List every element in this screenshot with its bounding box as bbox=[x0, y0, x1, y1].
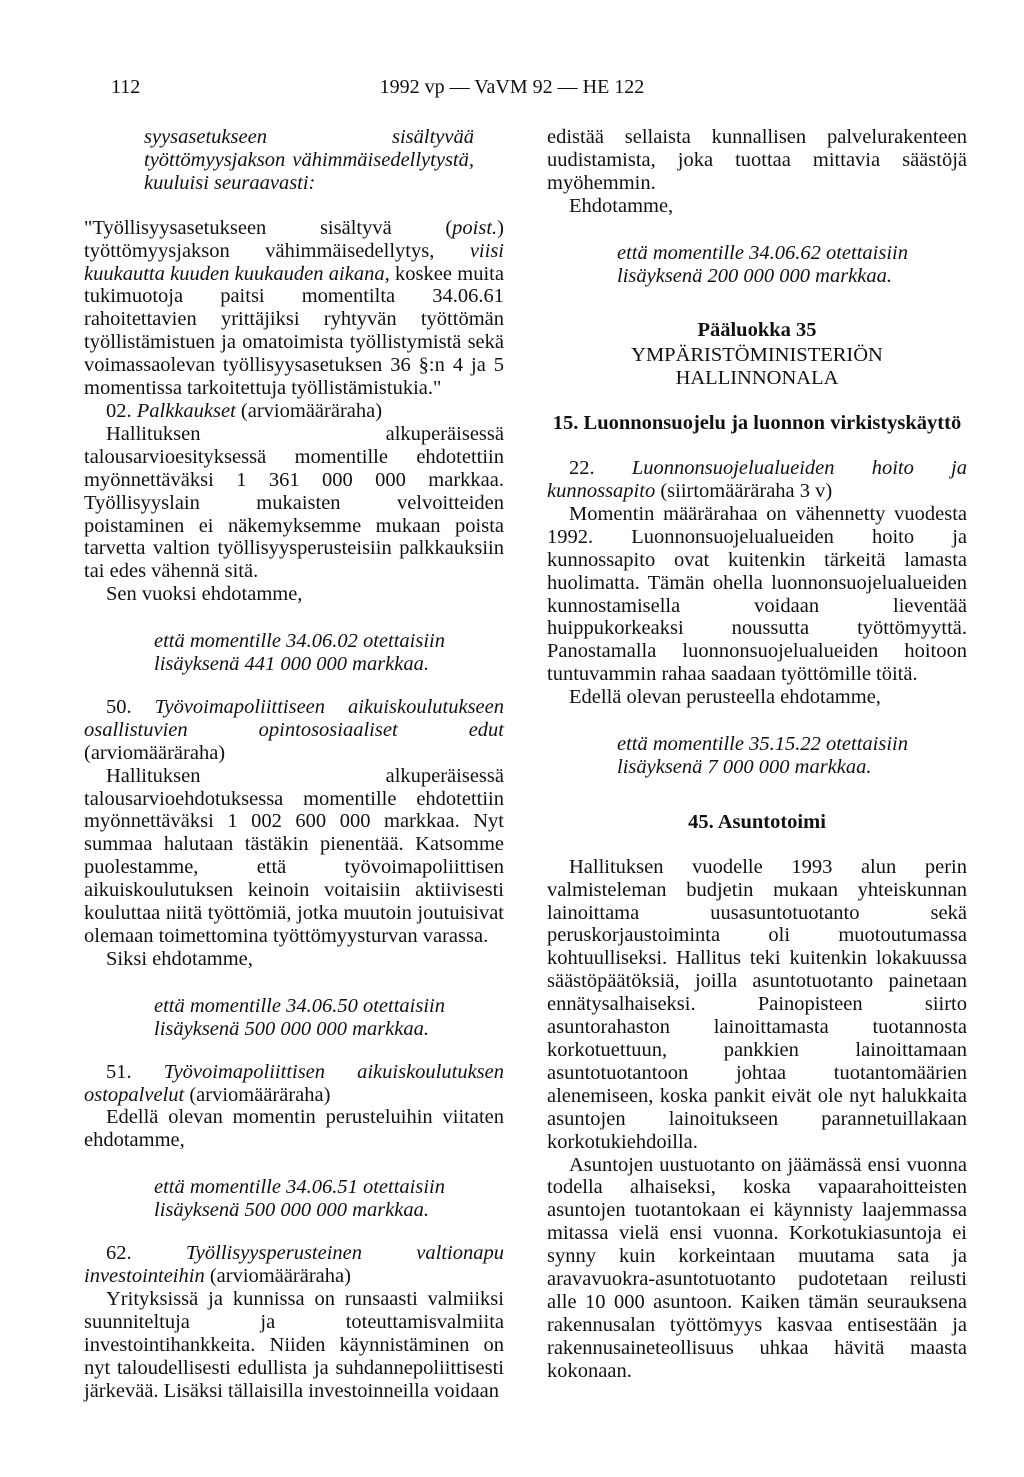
item-51-proposal: että momentille 34.06.51 otettaisiin lisäyksenä 500 000 000 markkaa. bbox=[154, 1176, 445, 1222]
main-title-number: Pääluokka 35 bbox=[697, 319, 817, 342]
page-header bbox=[0, 76, 1024, 100]
item-51-heading: 51. Työvoimapoliittisen aikuiskoulutuksen ostopalvelut (arviomääräraha) bbox=[84, 1060, 504, 1106]
item-50-heading: 50. Työvoimapoliittiseen aikuiskoulutukseen osallistuvien opintososiaaliset edut (arviomääräraha) bbox=[84, 695, 504, 764]
continued-text: edistää sellaista kunnallisen palvelurakenteen uudistamista, joka tuottaa mittavia säästöjä myöhemmin. bbox=[547, 126, 967, 194]
item-02-lead: Sen vuoksi ehdotamme, bbox=[106, 583, 303, 606]
item-02-heading: 02. Palkkaukset (arviomääräraha) bbox=[106, 399, 383, 422]
item-45-text-2: Asuntojen uustuotanto on jäämässä ensi vuonna todella alhaiseksi, koska vapaarahoitteisten asuntojen tuotantokaan ei käynnisty laajemmassa mitassa vielä ensi vuonna. Korkotukiasuntoja ei synny kuin korkeintaan muutama sata ja aravavuokra-asuntotuotanto pudotetaan reilusti alle 10 000 asuntoon. Kaiken tämän seurauksena rakennusalan työttömyys kasvaa entisestään ja rakennusaineteollisuus uhkaa hävitä maasta kokonaan. bbox=[547, 1153, 967, 1382]
item-62-lead: Ehdotamme, bbox=[569, 194, 674, 217]
main-title-ministry: YMPÄRISTÖMINISTERIÖN HALLINNONALA bbox=[631, 344, 883, 390]
item-02-proposal: että momentille 34.06.02 otettaisiin lisäyksenä 441 000 000 markkaa. bbox=[154, 630, 445, 676]
running-head: 1992 vp — VaVM 92 — HE 122 bbox=[379, 76, 645, 98]
chapter-15-heading: 15. Luonnonsuojelu ja luonnon virkistyskäyttö bbox=[552, 412, 962, 435]
item-62-proposal: että momentille 34.06.62 otettaisiin lisäyksenä 200 000 000 markkaa. bbox=[617, 241, 908, 287]
item-50-lead: Siksi ehdotamme, bbox=[106, 947, 253, 970]
quoted-amendment: "Työllisyysasetukseen sisältyvä (poist.) työttömyysjakson vähimmäisedellytys, viisi kuukautta kuuden kuukauden aikana, koskee muita tukimuotoja paitsi momentilta 34.06.61 rahoitettavien yrittäjiksi ryhtyvän työttömän työllistämistuen ja omatoimista työllistymistä sekä voimassaolevan työllisyysasetuksen 36 §:n 4 ja 5 momentissa tarkoitettuja työllistämistukia." bbox=[84, 216, 504, 400]
left-column bbox=[84, 126, 504, 1402]
right-column bbox=[547, 126, 967, 1383]
item-51-text: Edellä olevan momentin perusteluihin viitaten ehdotamme, bbox=[84, 1106, 504, 1152]
item-62-text: Yrityksissä ja kunnissa on runsaasti valmiiksi suunniteltuja ja toteuttamisvalmiita investointihankkeita. Niiden käynnistäminen on nyt taloudellisesti edullista ja suhdannepoliittisesti järkevää. Lisäksi tällaisilla investoinneilla voidaan bbox=[84, 1287, 504, 1402]
item-22-heading: 22. Luonnonsuojelualueiden hoito ja kunnossapito (siirtomääräraha 3 v) bbox=[547, 457, 968, 502]
item-02-text: Hallituksen alkuperäisessä talousarvioesityksessä momentille ehdotettiin myönnettäväksi 1 361 000 000 markkaa. Työllisyyslain mukaisten velvoitteiden poistaminen ei näkemyksemme mukaan poista tarvetta valtion työllisyysperusteisiin palkkauksiin tai edes vähennä sitä. bbox=[84, 422, 504, 583]
item-62-heading: 62. Työllisyysperusteinen valtionapu investointeihin (arviomääräraha) bbox=[84, 1242, 504, 1287]
item-22-text: Momentin määrärahaa on vähennetty vuodesta 1992. Luonnonsuojelualueiden hoito ja kunnossapito ovat kuitenkin tärkeitä lamasta huolimatta. Tämän ohella luonnonsuojelualueiden kunnostamisella voidaan lieventää huippukorkeaksi noussutta työttömyyttä. Panostamalla luonnonsuojelualueiden hoitoon tuntuvammin rahaa saadaan työttömille töitä. bbox=[547, 502, 967, 686]
chapter-45-heading: 45. Asuntotoimi bbox=[688, 810, 826, 833]
item-50-proposal: että momentille 34.06.50 otettaisiin lisäyksenä 500 000 000 markkaa. bbox=[154, 994, 445, 1040]
item-50-text: Hallituksen alkuperäisessä talousarvioehdotuksessa momentille ehdotettiin myönnettäväksi 1 002 600 000 markkaa. Nyt summaa halutaan tästäkin pienentää. Katsomme puolestamme, että työvoimapoliittisen aikuiskoulutuksen keinoin voitaisiin aktiivisesti kouluttaa niitä työttömiä, jotka muutoin joutuisivat olemaan toimettomina työttömyysturvan varassa. bbox=[84, 764, 504, 947]
item-22-lead: Edellä olevan perusteella ehdotamme, bbox=[569, 686, 881, 709]
item-22-proposal: että momentille 35.15.22 otettaisiin lisäyksenä 7 000 000 markkaa. bbox=[617, 733, 908, 778]
item-45-text-1: Hallituksen vuodelle 1993 alun perin valmisteleman budjetin mukaan yhteiskunnan lainoittama uusasuntotuotanto sekä peruskorjaustoiminta oli muotoutumassa kohtuulliseksi. Hallitus teki kuitenkin lokakuussa säästöpäätöksiä, joilla asuntotuotanto painetaan ennätysalhaiseksi. Painopisteen siirto asuntorahaston lainoittamasta tuotannosta korkotuettuun, pankkien lainoittamaan asuntotuotantoon johtaa tuotantomäärien alenemiseen, koska pankit eivät ole nyt halukkaita asuntojen lainoitukseen parannetuillakaan korkotukiehdoilla. bbox=[547, 855, 967, 1153]
page-number: 112 bbox=[111, 76, 141, 98]
quoted-intro: syysasetukseen sisältyvää työttömyysjakson vähimmäisedellytystä, kuuluisi seuraavasti: bbox=[144, 126, 474, 194]
